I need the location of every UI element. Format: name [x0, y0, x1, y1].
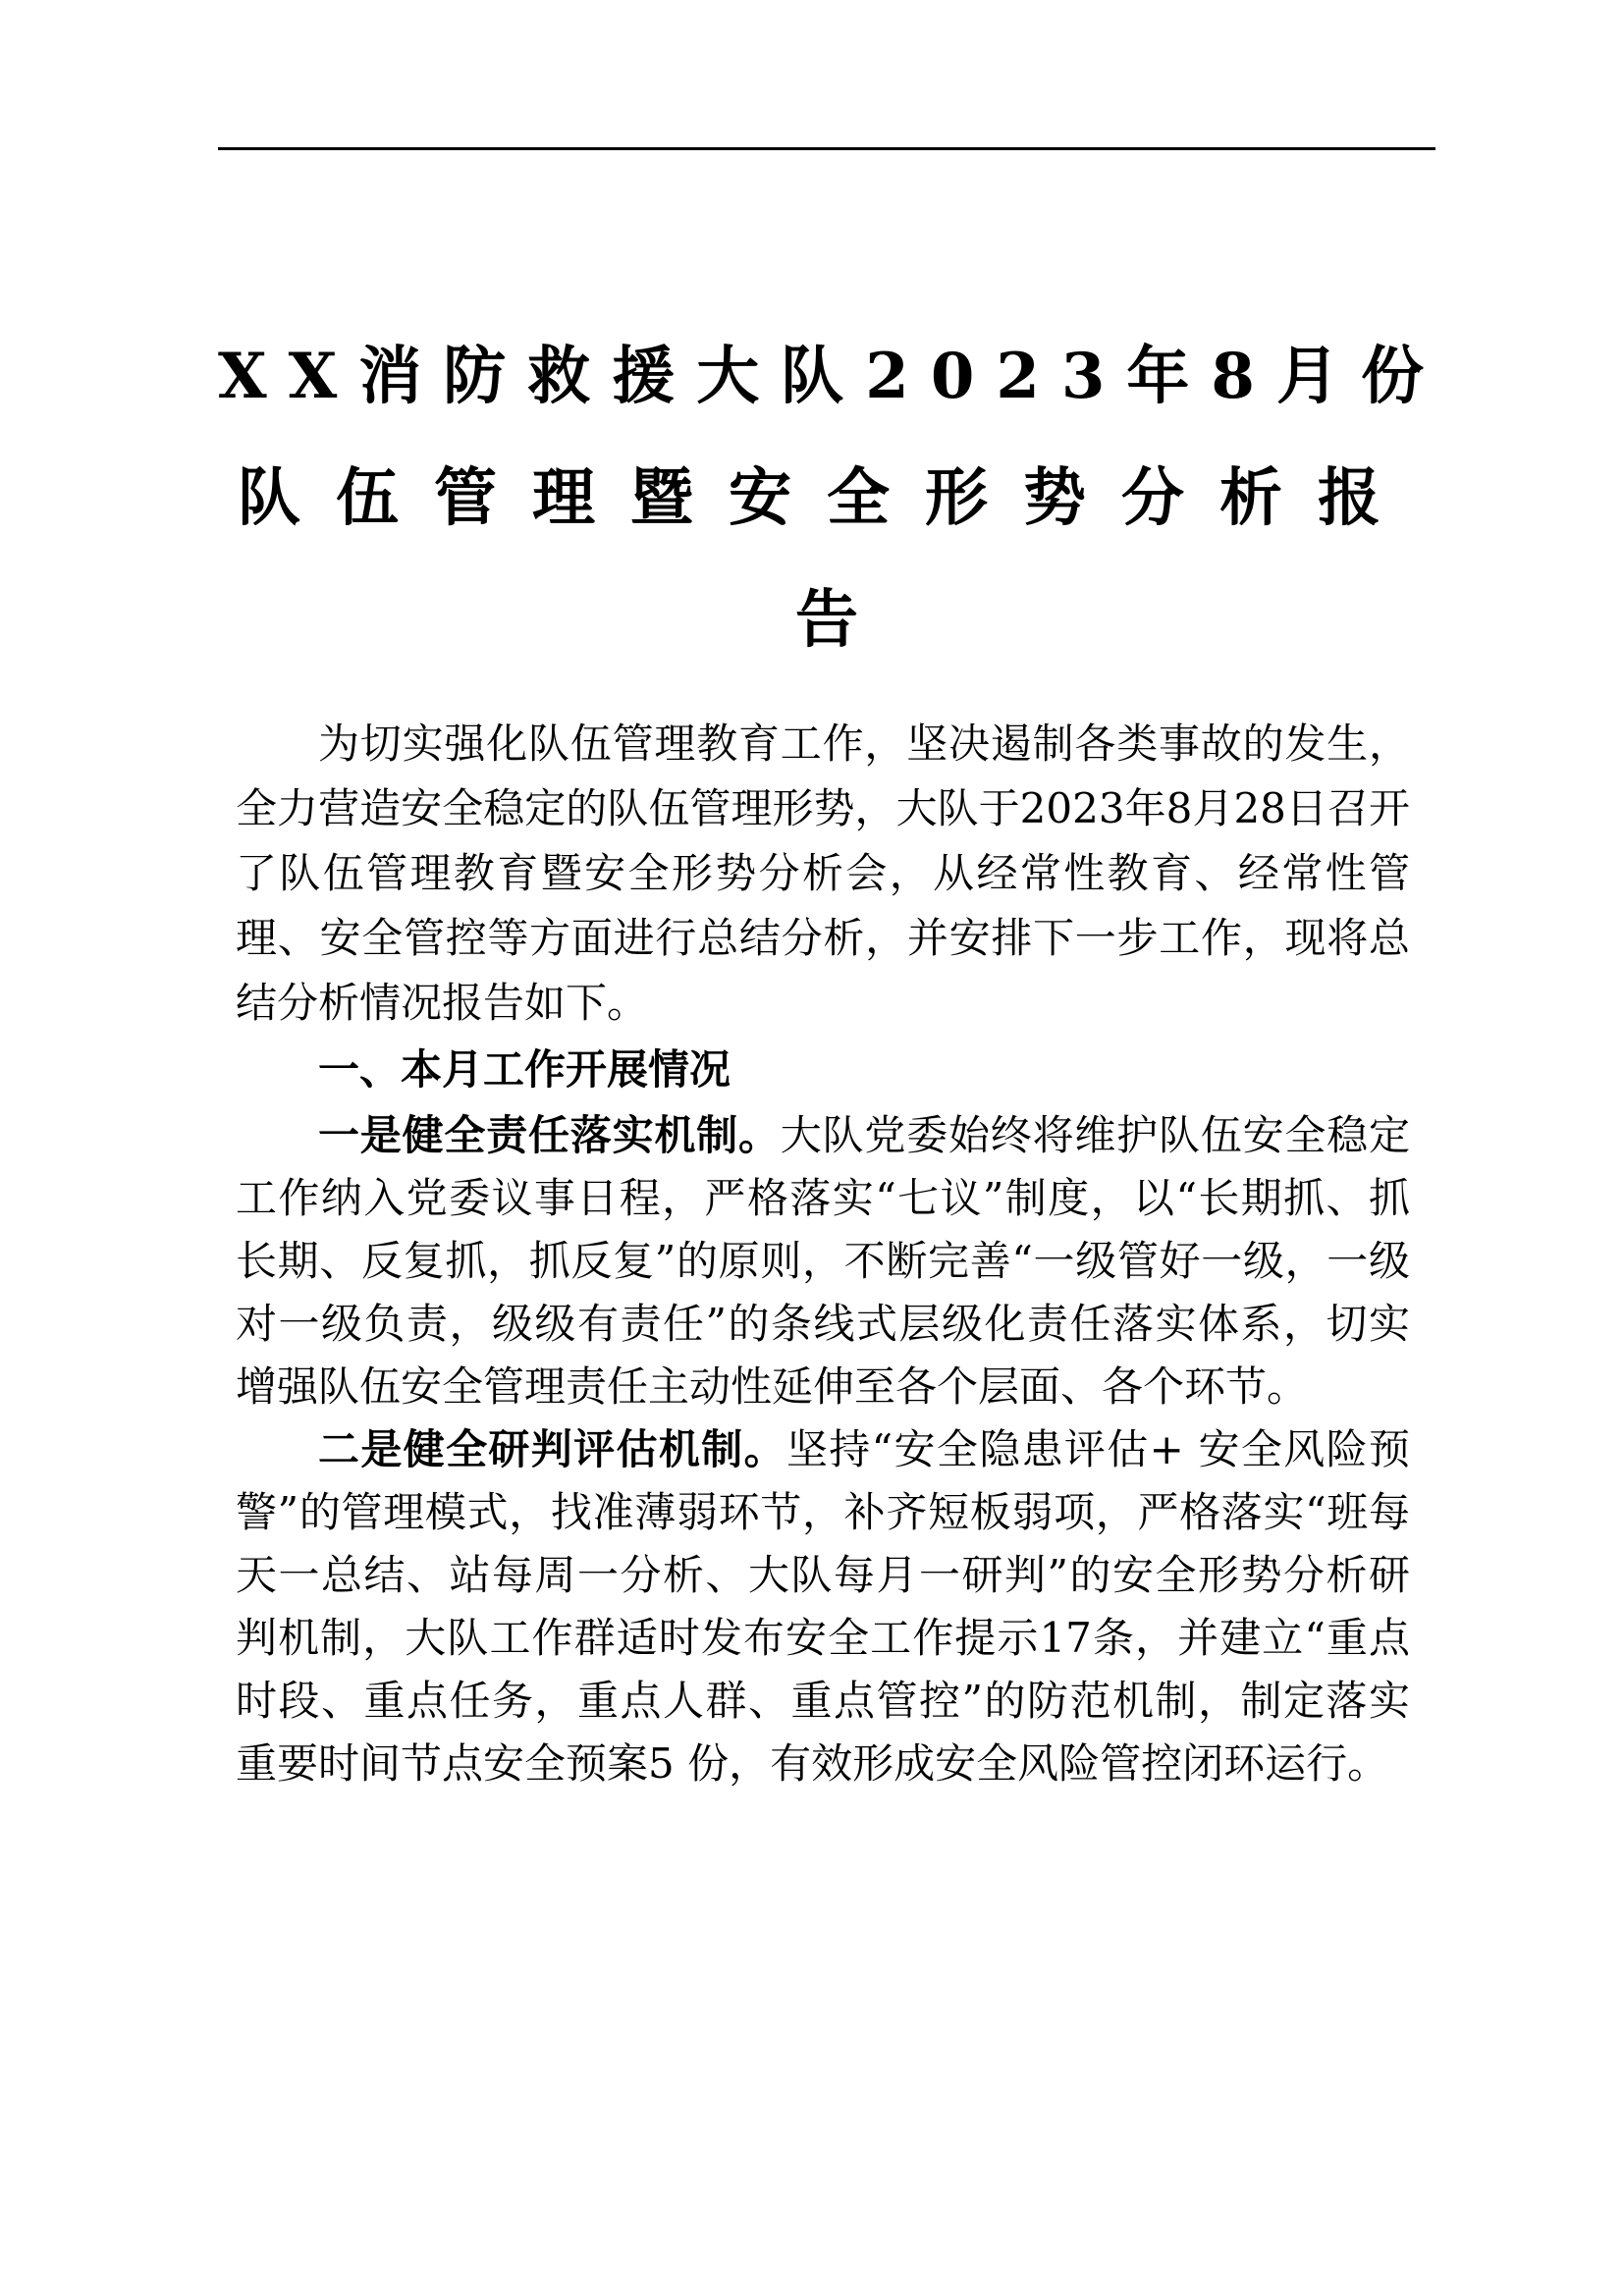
section-item-2 — [236, 1418, 1410, 1795]
document-title — [218, 316, 1445, 681]
section-item-1-lead: 一是健全责任落实机制。 — [318, 1111, 781, 1159]
section-item-2-text: 坚持“安全隐患评估+ 安全风险预警”的管理模式，找准薄弱环节，补齐短板弱项，严格落实“班每天一总结、站每周一分析、大队每月一研判”的安全形势分析研判机制，大队工作群适时发布安全工作提示17条，并建立“重点时段、重点任务，重点人群、重点管控”的防范机制，制定落实重要时间节点安全预案5 份，有效形成安全风险管控闭环运行。 — [236, 1425, 1410, 1788]
title-line-1: XX消防救援大队2023年8月份 — [218, 340, 1445, 413]
section-item-2-lead: 二是健全研判评估机制。 — [318, 1425, 786, 1473]
section-heading-1: 一、本月工作开展情况 — [318, 1045, 731, 1094]
section-item-1 — [236, 1104, 1410, 1418]
section-item-1-text: 大队党委始终将维护队伍安全稳定工作纳入党委议事日程，严格落实“七议”制度，以“长期抓、抓长期、反复抓，抓反复”的原则，不断完善“一级管好一级，一级对一级负责，级级有责任”的条线式层级化责任落实体系，切实增强队伍安全管理责任主动性延伸至各个层面、各个环节。 — [236, 1111, 1410, 1411]
title-line-2: 队伍管理暨安全形势分析报 — [238, 461, 1416, 535]
document-body — [236, 712, 1410, 1795]
header-rule — [218, 147, 1435, 150]
title-line-3: 告 — [795, 583, 858, 657]
intro-paragraph: 为切实强化队伍管理教育工作，坚决遏制各类事故的发生，全力营造安全稳定的队伍管理形势，大队于2023年8月28日召开了队伍管理教育暨安全形势分析会，从经常性教育、经常性管理、安全管控等方面进行总结分析，并安排下一步工作，现将总结分析情况报告如下。 — [236, 720, 1410, 1027]
